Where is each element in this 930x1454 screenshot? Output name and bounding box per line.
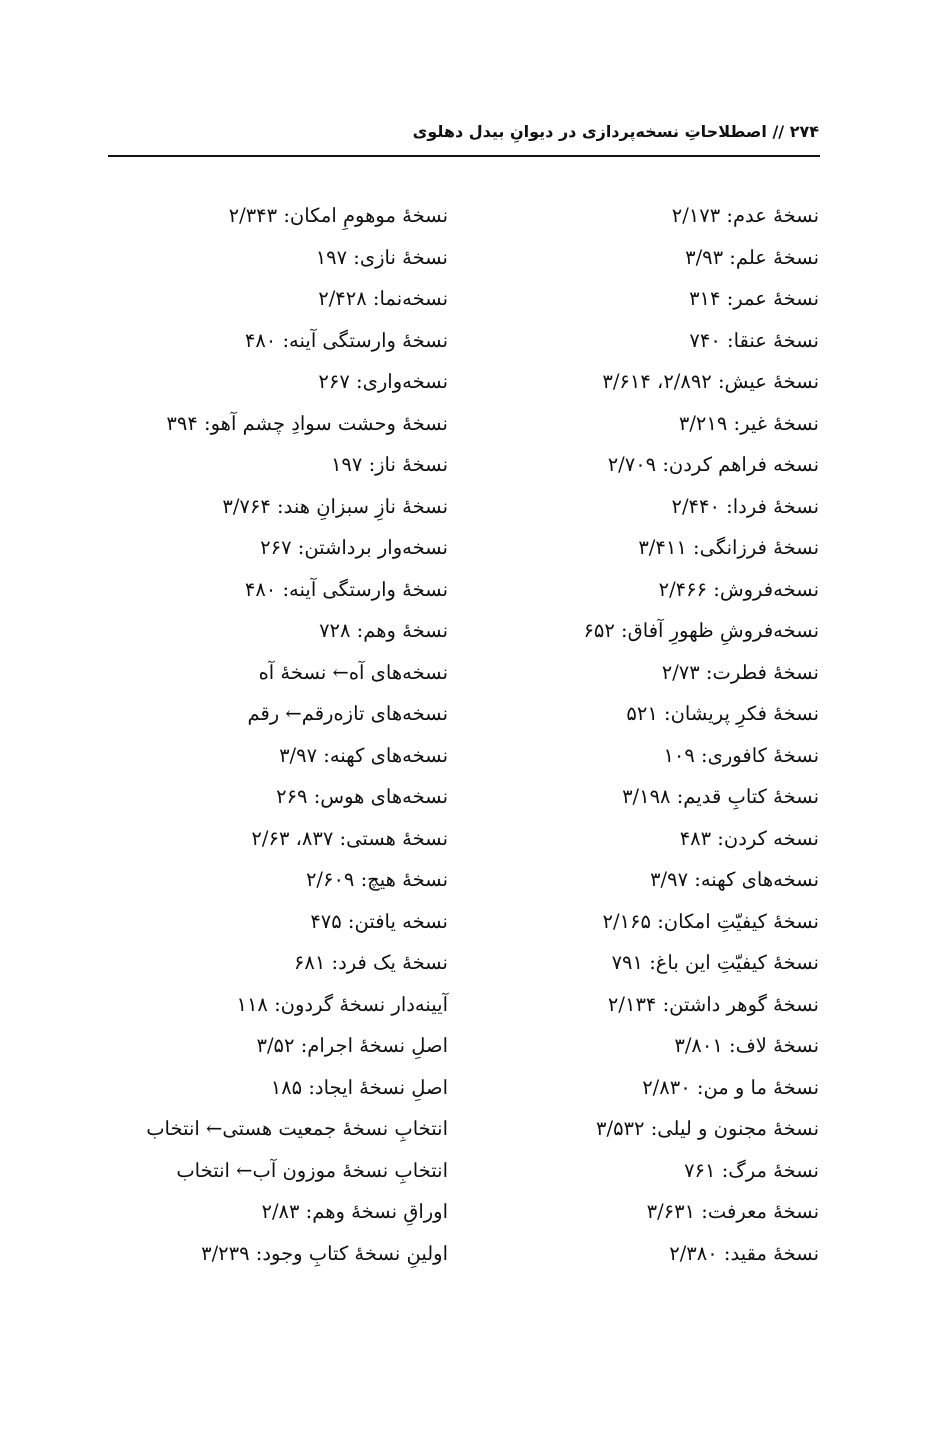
index-entry: انتخابِ نسخهٔ جمعیت هستی← انتخاب xyxy=(146,1117,448,1140)
index-entry: نسخه‌های آه← نسخهٔ آه xyxy=(258,660,448,684)
index-entry: نسخهٔ عدم: ۲/۱۷۳ xyxy=(671,204,819,227)
index-entry: نسخهٔ عمر: ۳۱۴ xyxy=(689,287,819,310)
index-entry: نسخه‌وار برداشتن: ۲۶۷ xyxy=(260,536,448,559)
index-entry: نسخهٔ لاف: ۳/۸۰۱ xyxy=(674,1034,819,1057)
index-entry: نسخهٔ مقید: ۲/۳۸۰ xyxy=(669,1241,819,1265)
index-entry: نسخهٔ عنقا: ۷۴۰ xyxy=(689,328,819,352)
index-entry: نسخه کردن: ۴۸۳ xyxy=(679,826,819,850)
index-entry: نسخهٔ هیچ: ۲/۶۰۹ xyxy=(305,868,448,891)
index-entry: آیینه‌دار نسخهٔ گردون: ۱۱۸ xyxy=(236,992,448,1016)
index-entry: نسخه‌فروش: ۲/۴۶۶ xyxy=(658,577,819,601)
index-entry: نسخهٔ وارستگی آینه: ۴۸۰ xyxy=(244,328,448,352)
index-entry: نسخهٔ فکرِ پریشان: ۵۲۱ xyxy=(626,702,819,725)
index-entry: نسخهٔ کتابِ قدیم: ۳/۱۹۸ xyxy=(622,785,819,808)
index-entry: نسخهٔ غیر: ۳/۲۱۹ xyxy=(678,411,819,435)
index-entry: نسخهٔ وهم: ۷۲۸ xyxy=(319,619,448,642)
header-rule xyxy=(108,155,820,157)
index-entry: نسخهٔ کافوری: ۱۰۹ xyxy=(663,743,819,767)
index-entry: نسخهٔ نازی: ۱۹۷ xyxy=(315,245,448,269)
index-entry: نسخهٔ معرفت: ۳/۶۳۱ xyxy=(646,1200,819,1223)
index-entry: نسخهٔ ناز: ۱۹۷ xyxy=(330,453,448,476)
index-entry: نسخه‌های هوس: ۲۶۹ xyxy=(276,785,448,808)
index-entry: نسخهٔ گوهر داشتن: ۲/۱۳۴ xyxy=(607,992,819,1016)
running-header: ۲۷۴ // اصطلاحاتِ نسخه‌پردازی در دیوانِ بیدل دهلوی xyxy=(412,122,819,141)
index-entry: نسخهٔ نازِ سبزانِ هند: ۳/۷۶۴ xyxy=(222,494,448,518)
index-entry: نسخهٔ وحشت سوادِ چشم آهو: ۳۹۴ xyxy=(166,411,448,435)
index-entry: نسخهٔ وارستگی آینه: ۴۸۰ xyxy=(244,577,448,601)
index-entry: اوراقِ نسخهٔ وهم: ۲/۸۳ xyxy=(261,1200,448,1223)
index-column-left xyxy=(88,195,448,1274)
index-entry: نسخه یافتن: ۴۷۵ xyxy=(310,909,448,933)
index-entry: نسخهٔ عیش: ۲/۸۹۲، ۳/۶۱۴ xyxy=(602,370,819,393)
index-entry: نسخه‌فروشِ ظهورِ آفاق: ۶۵۲ xyxy=(583,619,819,642)
index-entry: نسخهٔ هستی: ۸۳۷، ۲/۶۳ xyxy=(251,826,448,850)
index-entry: نسخهٔ فرزانگی: ۳/۴۱۱ xyxy=(638,536,819,559)
index-entry: اصلِ نسخهٔ ایجاد: ۱۸۵ xyxy=(270,1075,448,1099)
index-entry: نسخهٔ فطرت: ۲/۷۳ xyxy=(661,660,819,684)
index-entry: نسخهٔ موهومِ امکان: ۲/۳۴۳ xyxy=(228,204,448,227)
index-entry: نسخهٔ مرگ: ۷۶۱ xyxy=(684,1158,819,1182)
index-entry: نسخهٔ کیفیّتِ این باغ: ۷۹۱ xyxy=(611,951,819,974)
index-entry: نسخه‌نما: ۲/۴۲۸ xyxy=(318,287,448,310)
index-entry: نسخهٔ کیفیّتِ امکان: ۲/۱۶۵ xyxy=(602,909,819,933)
index-entry: نسخه فراهم کردن: ۲/۷۰۹ xyxy=(607,453,819,476)
index-entry: انتخابِ نسخهٔ موزون آب← انتخاب xyxy=(176,1158,448,1182)
index-entry: اصلِ نسخهٔ اجرام: ۳/۵۲ xyxy=(256,1034,448,1057)
index-entry: نسخهٔ ما و من: ۲/۸۳۰ xyxy=(642,1075,819,1099)
index-entry: نسخه‌های کهنه: ۳/۹۷ xyxy=(650,868,819,891)
index-entry: نسخهٔ مجنون و لیلی: ۳/۵۳۲ xyxy=(596,1117,819,1140)
index-column-right xyxy=(519,195,819,1274)
index-entry: نسخه‌های تازه‌رقم← رقم xyxy=(247,702,448,725)
index-entry: اولینِ نسخهٔ کتابِ وجود: ۳/۲۳۹ xyxy=(201,1241,448,1265)
index-entry: نسخه‌واری: ۲۶۷ xyxy=(318,370,448,393)
index-entry: نسخه‌های کهنه: ۳/۹۷ xyxy=(279,743,448,767)
index-entry: نسخهٔ فردا: ۲/۴۴۰ xyxy=(671,494,819,518)
index-entry: نسخهٔ علم: ۳/۹۳ xyxy=(685,245,819,269)
index-entry: نسخهٔ یک فرد: ۶۸۱ xyxy=(293,951,448,974)
